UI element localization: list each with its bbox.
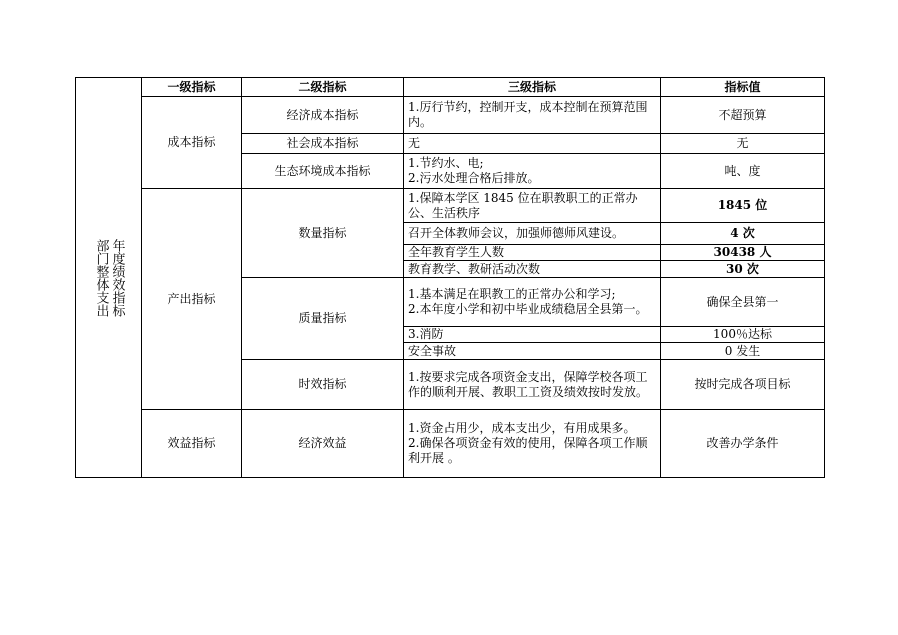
header-value: 指标值 — [661, 78, 825, 97]
quantity-value-3: 30438 人 — [661, 245, 825, 261]
cost-social-value: 无 — [661, 134, 825, 154]
quality-value-3: 0 发生 — [661, 343, 825, 360]
timeliness-text: 1.按要求完成各项资金支出，保障学校各项工 作的顺利开展、教职工工资及绩效按时发放。 — [404, 360, 661, 410]
side-label-line1: 年度绩效指标 — [109, 238, 125, 317]
group-output: 产出指标 — [142, 189, 242, 410]
sub-quantity: 数量指标 — [242, 189, 404, 278]
sub-timeliness: 时效指标 — [242, 360, 404, 410]
quality-value-2: 100％达标 — [661, 327, 825, 343]
header-level3: 三级指标 — [404, 78, 661, 97]
quantity-value-4: 30 次 — [661, 261, 825, 278]
quantity-text-1: 1.保障本学区 1845 位在职教职工的正常办 公、生活秩序 — [404, 189, 661, 223]
table-row — [76, 410, 825, 478]
sub-economic-benefit: 经济效益 — [242, 410, 404, 478]
quantity-text-2: 召开全体教师会议，加强师德师风建设。 — [404, 223, 661, 245]
header-level1: 一级指标 — [142, 78, 242, 97]
performance-table-container — [75, 77, 824, 487]
sub-eco-env-cost: 生态环境成本指标 — [242, 154, 404, 189]
table-row — [76, 189, 825, 223]
table-row — [76, 97, 825, 134]
quantity-value-2: 4 次 — [661, 223, 825, 245]
benefit-text: 1.资金占用少，成本支出少，有用成果多。 2.确保各项资金有效的使用，保障各项工作顺 利开展 。 — [404, 410, 661, 478]
cost-eco-value: 吨、度 — [661, 154, 825, 189]
quality-text-1: 1.基本满足在职教工的正常办公和学习; 2.本年度小学和初中毕业成绩稳居全县第一。 — [404, 278, 661, 327]
side-label-line2: 部门整体支出 — [93, 238, 109, 317]
header-row — [76, 78, 825, 97]
performance-indicator-table — [75, 77, 825, 478]
cost-social-text: 无 — [404, 134, 661, 154]
side-label-cell — [76, 78, 142, 478]
sub-social-cost: 社会成本指标 — [242, 134, 404, 154]
benefit-value: 改善办学条件 — [661, 410, 825, 478]
quantity-text-4: 教育教学、教研活动次数 — [404, 261, 661, 278]
quality-value-1: 确保全县第一 — [661, 278, 825, 327]
cost-economic-value: 不超预算 — [661, 97, 825, 134]
sub-economic-cost: 经济成本指标 — [242, 97, 404, 134]
timeliness-value: 按时完成各项目标 — [661, 360, 825, 410]
group-benefit: 效益指标 — [142, 410, 242, 478]
quantity-text-3: 全年教育学生人数 — [404, 245, 661, 261]
sub-quality: 质量指标 — [242, 278, 404, 360]
cost-eco-text: 1.节约水、电; 2.污水处理合格后排放。 — [404, 154, 661, 189]
quality-text-2: 3.消防 — [404, 327, 661, 343]
quality-text-3: 安全事故 — [404, 343, 661, 360]
header-level2: 二级指标 — [242, 78, 404, 97]
quantity-value-1: 1845 位 — [661, 189, 825, 223]
group-cost: 成本指标 — [142, 97, 242, 189]
cost-economic-text: 1.厉行节约，控制开支，成本控制在预算范围 内。 — [404, 97, 661, 134]
